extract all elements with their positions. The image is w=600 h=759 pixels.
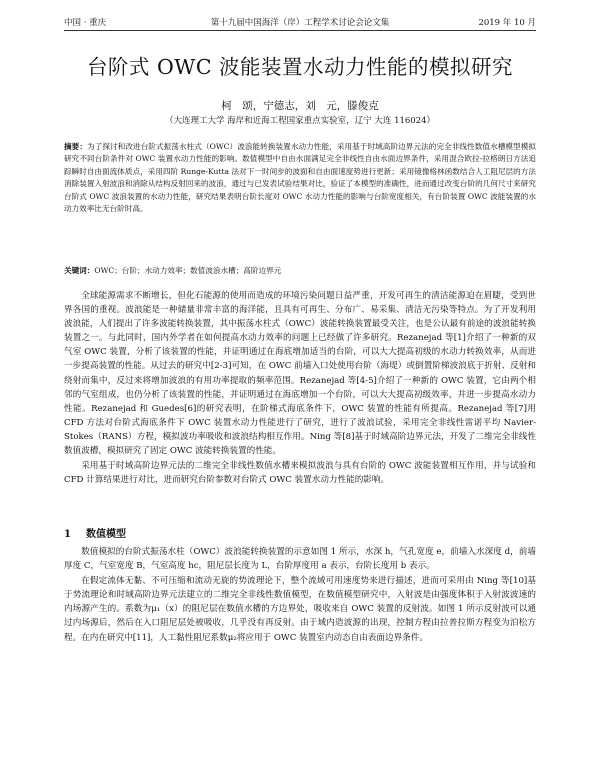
section-heading	[64, 525, 126, 540]
introduction	[64, 289, 536, 488]
section1-body	[64, 545, 536, 646]
keywords-label: 关键词：	[64, 266, 95, 275]
authors: 柯 颂，宁德志，刘 元，滕俊克	[221, 100, 379, 112]
section-paragraph: 在假定流体无黏、不可压缩和流动无旋的势流理论下，整个流域可用速度势来进行描述，进而可采用由 Ning 等[10]基于势流理论和时域高阶边界元法建立的二维完全非线性数值模型，在数值模型研究中，入射波是由强度体积于入射波波速的内场源产生的。系数为μ₁（x）的阻尼层在数值水槽的方边界处，吸收来自 OWC 装置的反射波。如图 1 所示反射波可以通过内场源后，然后在入口阻尼层处被吸收，几乎没有再反射。由于域内造波源的出现，控制方程由拉普拉斯方程变为泊松方程。在内在研究中[11]，人工黏性阻尼系数μ₂将应用于 OWC 装置室内动态自由表面边界条件。	[64, 576, 536, 643]
keywords	[64, 265, 536, 277]
section-paragraph: 数值模拟的台阶式振荡水柱（OWC）波浪能转换装置的示意如图 1 所示，水深 h，气孔宽度 e，前墙入水深度 d，前墙厚度 C，气室宽度 B，气室高度 hc，阻尼层长度为 L，台阶厚度用 a 表示，台阶长度用 b 表示。	[64, 547, 536, 572]
running-header	[64, 16, 536, 31]
abstract-label: 摘要：	[64, 142, 87, 151]
header-proceedings: 第十九届中国海洋（岸）工程学术讨论会论文集	[210, 18, 390, 28]
section-number: 1	[64, 529, 71, 540]
paper-title: 台阶式 OWC 波能装置水动力性能的模拟研究	[86, 55, 514, 79]
abstract	[64, 141, 536, 215]
header-date: 2019 年 10 月	[478, 18, 536, 28]
header-location: 中国 · 重庆	[64, 18, 107, 28]
abstract-text: 为了探讨和改进台阶式振荡水柱式（OWC）波浪能转换装置水动力性能，采用基于时域高阶边界元法的完全非线性数值水槽模型模拟研究不同台阶条件对 OWC 装置水动力性能的影响。数值模型中自由水面满足完全非线性自由水面边界条件，采用混合欧拉-拉格朗日方法追踪瞬时自由面流体质点，采用四阶 Runge-Kutta 法对下一时间步的波面和自由面速度势进行更新；采用镜像格林函数结合人工阻尼层的方法消除装置入射波浪和消除从结构反射回来的波浪，通过与已发表试验结果对比，验证了本模型的准确性，进而通过改变台阶的几何尺寸来研究台阶式 OWC 波浪装置的水动力性能，研究结果表明台阶长度对 OWC 水动力性能的影响与台阶宽度相关，有台阶装置 OWC 波能装置的水动力效率比无台阶时高。	[64, 142, 536, 214]
section-title: 数值模型	[86, 529, 126, 540]
intro-paragraph: 采用基于时域高阶边界元法的二维完全非线性数值水槽来模拟波浪与具有台阶的 OWC 波能装置相互作用，并与试验和 CFD 计算结果进行对比，进而研究台阶参数对台阶式 OWC 装置水动力性能的影响。	[64, 461, 536, 486]
keywords-text: OWC；台阶；水动力效率；数值波浪水槽；高阶边界元	[94, 266, 282, 275]
intro-paragraph: 全球能源需求不断增长，但化石能源的使用而造成的环境污染问题日益严重，开发可再生的清洁能源迫在眉睫，受到世界各国的重视。波浪能是一种储量非常丰富的海洋能，且具有可再生、分布广、易采集、清洁无污染等特点。为了开发利用波浪能，人们提出了许多波能转换装置，其中振荡水柱式（OWC）波能转换装置最受关注，也是公认最有前途的波浪能转换装置之一。与此同时，国内外学者在如何提高水动力效率的问题上已经做了许多研究。Rezanejad 等[1]介绍了一种新的双气室 OWC 装置，分析了该装置的性能，并证明通过在海底增加适当的台阶，可以大大提高初级的水动力转换效率，从而进一步提高装置的性能。从过去的研究中[2-3]可知，在 OWC 前墙入口处使用台阶（海堤）或倒置阶梯波浪底于折射、反射和绕射而集中，反过来将增加波浪的有用功率提取的频率范围。Rezanejad 等[4-5]介绍了一种新的 OWC 装置，它由两个相邻的气室组成，也仍分析了该装置的性能，并证明通过在海底增加一个台阶，可以大大提高初级效率，并进一步提高水动力性能。Rezanejad 和 Guedes[6]的研究表明，在阶梯式海底条件下，OWC 装置的性能有所提高。Rezanejad 等[7]用 CFD 方法对台阶式海底条件下 OWC 装置水动力性能进行了研究，进行了波浪试验，采用完全非线性雷诺平均 Navier-Stokes（RANS）方程，模拟波功率吸收和波浪结构相互作用。Ning 等[8]基于时域高阶边界元法，开发了二维完全非线性数值波槽，模拟研究了固定 OWC 波能转换装置的性能。	[64, 291, 536, 457]
affiliation: （大连理工大学 海岸和近海工程国家重点实验室，辽宁 大连 116024）	[164, 116, 436, 126]
